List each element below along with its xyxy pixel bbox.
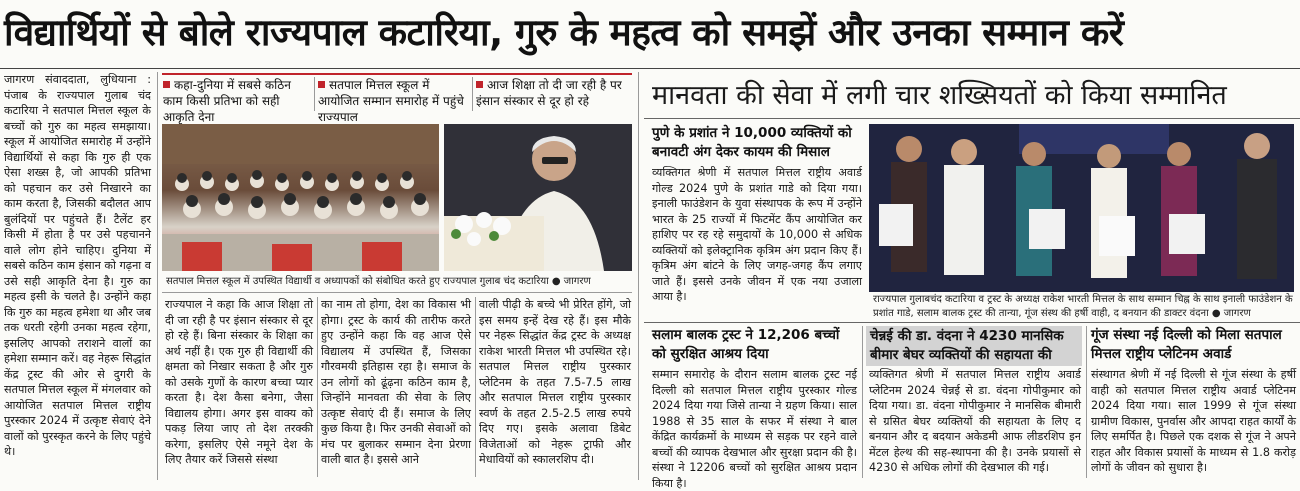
left-column-text: जागरण संवाददाता, लुधियाना : पंजाब के राज्यपाल गुलाब चंद कटारिया ने सतपाल मित्तल स्कूल के बच्चों को गुरु का महत्व समझाया। स्कूल में आयोजित समारोह में उन्होंने विद्यार्थियों से कहा कि गुरु ही एक ऐसा शख्स है, जो आपकी प्रतिभा को पहचान कर उसे निखारने का काम करता है, जिसकी बदौलत आप बुलंदियों पर पहुंचते हैं। टैलेंट हर किसी में होता है पर उसे पहचानने वाले लोग होने चाहिए। दुनिया में सबसे कठिन काम इंसान को गढ़ना व उसे सही आकृति देना है। गुरु का महत्व इसी के चलते है। उन्होंने कहा कि गुरु का महत्व हमेशा था और जब तक धरती रहेगी उनका महत्व रहेगा, इसलिए आपको तराशने वालों का हमेशा सम्मान करें। वह नेहरू सिद्धांत केंद्र ट्रस्ट की ओर से दुगरी के सतपाल मित्तल स्कूल में मंगलवार को आयोजित सतपाल मित्तल राष्ट्रीय पुरस्कार 2024 में उत्कृष्ट सेवाएं देने वालों को पुरस्कृत करने के लिए पहुंचे थे। [4, 73, 151, 458]
highlight-2: सतपाल मित्तल स्कूल में आयोजित सम्मान समारोह में पहुंचे राज्यपाल [318, 78, 464, 124]
headline-rule [0, 68, 1300, 69]
award-ceremony-photo [869, 124, 1294, 292]
story-column-1: राज्यपाल ने कहा कि आज शिक्षा तो दी जा रही है पर इंसान संस्कार से दूर हो रहे हैं। बिना संस्कार के शिक्षा का अर्थ नहीं है। एक गुरु ही विद्यार्थी की क्षमता को निखार सकता है और गुरु को उसके गुणों के कारण बच्चा प्यार करता है। देश कैसा बनेगा, जैसा विद्यालय होगा। अगर इस वाक्य को पकड़ लिया जाए तो देश तरक्की करेगा, इसलिए ऐसे नमूने देश के लिए तैयार करें जिससे संस्था [165, 298, 313, 466]
salaam-balak-story-body: सम्मान समारोह के दौरान सलाम बालक ट्रस्ट नई दिल्ली को सतपाल मित्तल राष्ट्रीय पुरस्कार गोल्ड 2024 दिया गया जिसे तान्या ने ग्रहण किया। साल 1988 से 35 साल के सफर में संस्था ने बाल केंद्रित कार्यक्रमों के माध्यम से सड़क पर रहने वाले बच्चों की व्यापक देखभाल और सुरक्षा प्रदान की है। संस्था ने 12206 बच्चों को सुरक्षित आश्रय प्रदान किया है। [652, 368, 857, 490]
page-headline: विद्यार्थियों से बोले राज्यपाल कटारिया, गुरु के महत्व को समझें और उनका सम्मान करें [4, 11, 1124, 54]
vandana-story-body: व्यक्तिगत श्रेणी में सतपाल मित्तल राष्ट्रीय अवार्ड प्लेटिनम 2024 चेन्नई से डा. वंदना गोपीकुमार को दिया गया। डा. वंदना गोपीकुमार ने मानसिक बीमारी से ग्रसित बेघर व्यक्तियों की सहायता के लिए द बनयान और द बदयान अकेडमी आफ लीडरशिप इन मेंटल हेल्थ की सह-स्थापना की है। उनके प्रयासों से 4230 से अधिक लोगों की देखभाल की गई। [869, 368, 1081, 474]
column-divider [157, 72, 158, 480]
highlight-3: आज शिक्षा तो दी जा रही है पर इंसान संस्कार से दूर हो रहे [476, 78, 622, 108]
vandana-story-title-box [866, 326, 1082, 366]
award-photo-caption: राज्यपाल गुलाबचंद कटारिया व ट्रस्ट के अध्यक्ष राकेश भारती मित्तल के साथ सम्मान चिह्न के साथ इनाली फाउंडेशन के प्रशांत गाडे, सलाम बालक ट्रस्ट की तान्या, गूंज संस्थ की हर्षी वाही, द बनयान की डाक्टर वंदना ● जागरण [873, 294, 1293, 319]
pune-story-body: व्यक्तिगत श्रेणी में सतपाल मित्तल राष्ट्रीय अवार्ड गोल्ड 2024 पुणे के प्रशांत गाडे को दिया गया। इनाली फाउंडेशन के युवा संस्थापक के रूप में उन्होंने भारत के 25 राज्यों में फिटमेंट कैंप आयोजित कर हाशिए पर रह रहे समुदायों के 10,000 से अधिक व्यक्तियों को इलेक्ट्रानिक कृत्रिम अंग प्रदान किए हैं। कृत्रिम अंग बांटने के लिए जगह-जगह कैंप लगाए जाते हैं। इससे उनके जीवन में एक नया उजाला आया है। [652, 166, 862, 303]
right-section-heading: मानवता की सेवा में लगी चार शख्सियतों को किया सम्मानित [652, 80, 1227, 111]
students-audience-photo [162, 124, 439, 271]
salaam-balak-story-title: सलाम बालक ट्रस्ट ने 12,206 बच्चों को सुरक्षित आश्रय दिया [652, 327, 840, 362]
vandana-story-title: चेन्नई की डा. वंदना ने 4230 मानसिक बीमार बेघर व्यक्तियों की सहायता की [870, 328, 1064, 363]
story-column-3: वाली पीढ़ी के बच्चे भी प्रेरित होंगे, जो इस समय इन्हें देख रहे हैं। इस मौके पर नेहरू सिद्धांत केंद्र ट्रस्ट के अध्यक्ष राकेश भारती मित्तल भी उपस्थित रहे। सतपाल मित्तल राष्ट्रीय पुरस्कार प्लेटिनम के तहत 7.5-7.5 लाख और सतपाल मित्तल राष्ट्रीय पुरस्कार स्वर्ण के तहत 2.5-2.5 लाख रुपये दिए गए। इसके अलावा डिबेट विजेताओं को नेहरू ट्राफी और मेधावियों को स्कालरशिप दी। [479, 298, 631, 466]
story-column-2: का नाम तो होगा, देश का विकास भी होगा। ट्रस्ट के कार्य की तारीफ करते हुए उन्होंने कहा कि वह आज ऐसे विद्यालय में उपस्थित हैं, जिसका गौरवमयी इतिहास रहा है। समाज के उन लोगों को ढूंढ़ना कठिन काम है, जिन्होंने मानवता की सेवा के लिए उत्कृष्ट सेवाएं दी हैं। समाज के लिए कुछ किया है। फिर उनकी सेवाओं को मंच पर बुलाकर सम्मान देना प्रेरणा वाली बात है। इससे आने [321, 298, 471, 466]
goonj-story-body: संस्थागत श्रेणी में नई दिल्ली से गूंज संस्था के हर्षी वाही को सतपाल मित्तल राष्ट्रीय अवार्ड प्लेटिनम 2024 दिया गया। साल 1999 से गूंज संस्था ग्रामीण विकास, पुनर्वास और आपदा राहत कार्यों के लिए समर्पित है। पिछले एक दशक से गूंज ने अपने राहत और विकास प्रयासों के माध्यम से 1.8 करोड़ लोगों के जीवन को सुधारा है। [1091, 368, 1296, 474]
highlight-rule [162, 73, 632, 75]
pune-story-title: पुणे के प्रशांत ने 10,000 व्यक्तियों को बनावटी अंग देकर कायम की मिसाल [652, 125, 852, 160]
governor-speaking-photo [444, 124, 632, 271]
highlight-1: कहा-दुनिया में सबसे कठिन काम किसी प्रतिभा को सही आकृति देना [163, 78, 291, 124]
goonj-story-title: गूंज संस्था नई दिल्ली को मिला सतपाल मित्तल राष्ट्रीय प्लेटिनम अवार्ड [1091, 327, 1282, 362]
photo-caption: सतपाल मित्तल स्कूल में उपस्थित विद्यार्थी व अध्यापकों को संबोधित करते हुए राज्यपाल गुलाब चंद कटारिया ● जागरण [166, 276, 591, 287]
